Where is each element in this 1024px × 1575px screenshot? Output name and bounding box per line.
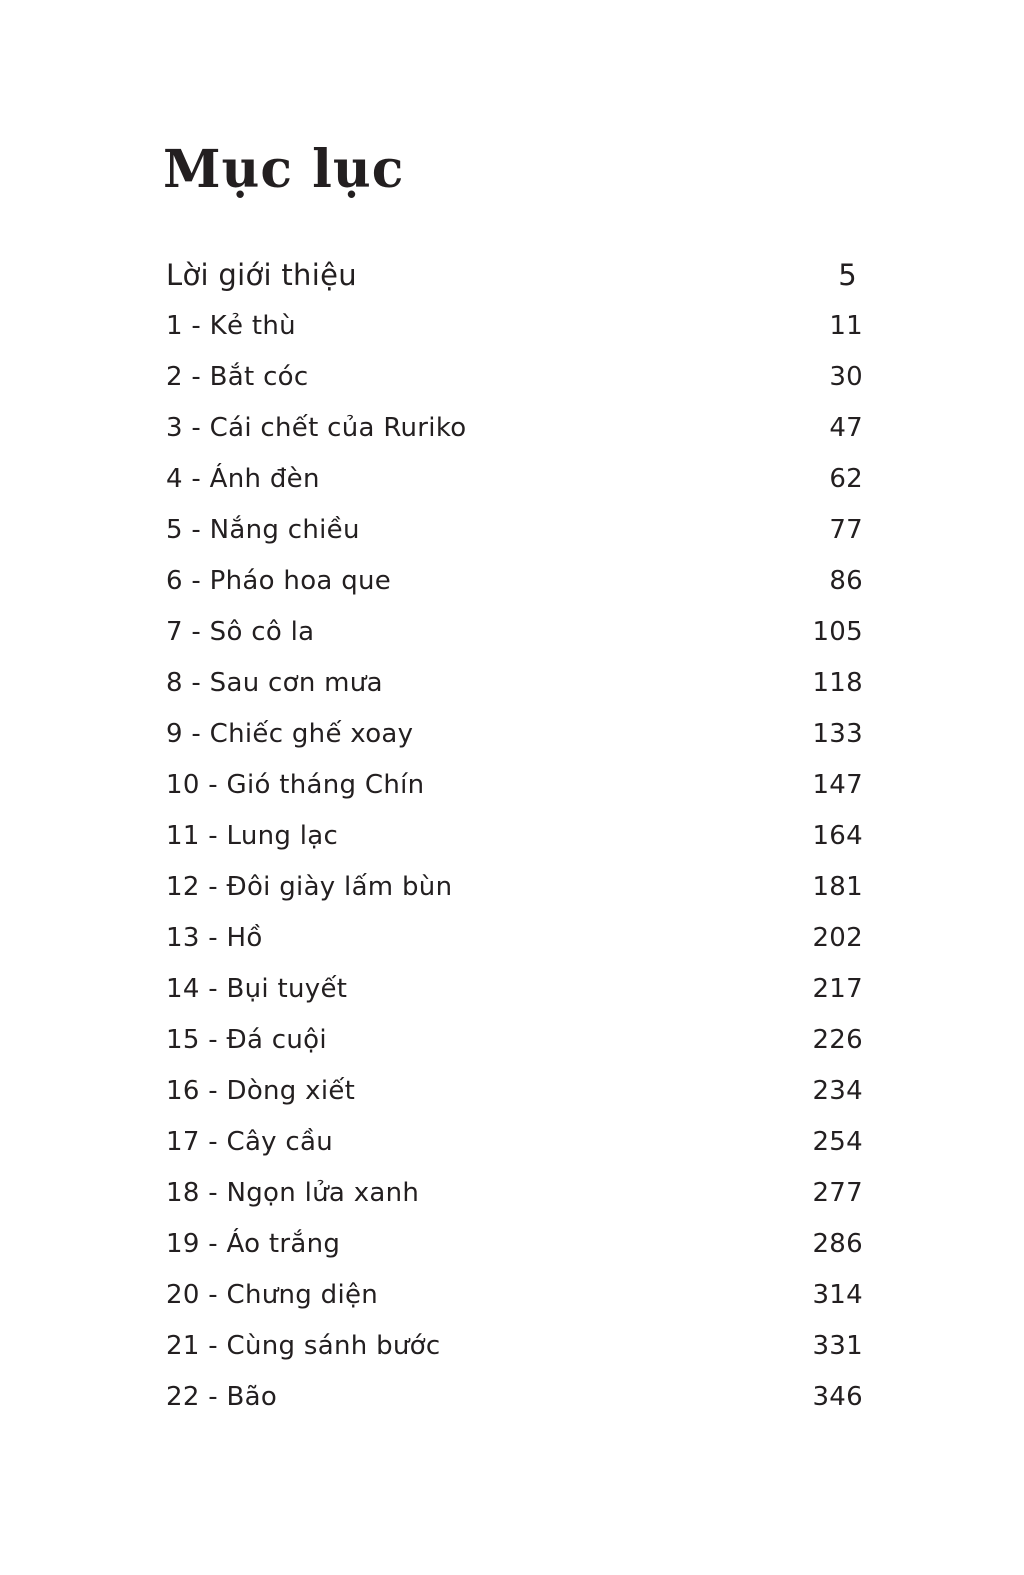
toc-entry-label: 7 - Sô cô la: [166, 617, 315, 647]
toc-entry-label: 22 - Bão: [166, 1382, 278, 1412]
toc-entry-page-number: 254: [812, 1127, 863, 1157]
toc-entry-page-number: 234: [812, 1076, 863, 1106]
toc-entry-chapter-18[interactable]: [166, 1168, 863, 1219]
toc-entry-chapter-13[interactable]: [166, 913, 863, 964]
toc-entry-chapter-19[interactable]: [166, 1219, 863, 1270]
toc-entry-page-number: 105: [812, 617, 863, 647]
toc-entry-chapter-20[interactable]: [166, 1270, 863, 1321]
toc-entry-chapter-6[interactable]: [166, 556, 863, 607]
toc-entry-label: 19 - Áo trắng: [166, 1229, 341, 1259]
toc-entry-label: 10 - Gió tháng Chín: [166, 770, 425, 800]
toc-entry-page-number: 86: [829, 566, 863, 596]
toc-entry-chapter-22[interactable]: [166, 1372, 863, 1423]
toc-entry-page-number: 164: [812, 821, 863, 851]
toc-entry-page-number: 277: [812, 1178, 863, 1208]
toc-entry-introduction[interactable]: [166, 249, 863, 301]
toc-entry-chapter-10[interactable]: [166, 760, 863, 811]
toc-entry-label: 8 - Sau cơn mưa: [166, 668, 383, 698]
toc-entry-chapter-12[interactable]: [166, 862, 863, 913]
toc-entry-page-number: 11: [829, 311, 863, 341]
toc-entry-label: 17 - Cây cầu: [166, 1127, 334, 1157]
toc-entry-page-number: 346: [812, 1382, 863, 1412]
toc-entry-label: Lời giới thiệu: [166, 258, 357, 292]
toc-entry-label: 20 - Chưng diện: [166, 1280, 379, 1310]
toc-entry-chapter-14[interactable]: [166, 964, 863, 1015]
toc-entry-chapter-7[interactable]: [166, 607, 863, 658]
toc-entry-label: 3 - Cái chết của Ruriko: [166, 413, 467, 443]
toc-entry-label: 1 - Kẻ thù: [166, 311, 296, 341]
toc-entry-page-number: 77: [829, 515, 863, 545]
toc-entry-label: 2 - Bắt cóc: [166, 362, 309, 392]
toc-entry-page-number: 147: [812, 770, 863, 800]
toc-entry-page-number: 314: [812, 1280, 863, 1310]
toc-entry-page-number: 181: [812, 872, 863, 902]
toc-entry-page-number: 217: [812, 974, 863, 1004]
toc-entry-page-number: 5: [838, 258, 857, 292]
toc-entry-label: 13 - Hồ: [166, 923, 263, 953]
toc-entry-label: 14 - Bụi tuyết: [166, 974, 348, 1004]
toc-entry-chapter-3[interactable]: [166, 403, 863, 454]
toc-entry-chapter-11[interactable]: [166, 811, 863, 862]
toc-entry-page-number: 62: [829, 464, 863, 494]
toc-entry-label: 5 - Nắng chiều: [166, 515, 360, 545]
toc-entry-label: 11 - Lung lạc: [166, 821, 339, 851]
toc-entry-chapter-9[interactable]: [166, 709, 863, 760]
toc-entry-label: 4 - Ánh đèn: [166, 464, 320, 494]
toc-entry-chapter-8[interactable]: [166, 658, 863, 709]
toc-entry-page-number: 47: [829, 413, 863, 443]
toc-entry-page-number: 226: [812, 1025, 863, 1055]
toc-entry-chapter-5[interactable]: [166, 505, 863, 556]
toc-entry-chapter-15[interactable]: [166, 1015, 863, 1066]
toc-entry-chapter-1[interactable]: [166, 301, 863, 352]
toc-entry-page-number: 202: [812, 923, 863, 953]
toc-entry-label: 15 - Đá cuội: [166, 1025, 327, 1055]
toc-entry-chapter-16[interactable]: [166, 1066, 863, 1117]
toc-entry-page-number: 30: [829, 362, 863, 392]
toc-entry-label: 21 - Cùng sánh bước: [166, 1331, 441, 1361]
toc-entry-label: 9 - Chiếc ghế xoay: [166, 719, 414, 749]
toc-entry-label: 18 - Ngọn lửa xanh: [166, 1178, 420, 1208]
toc-entry-chapter-2[interactable]: [166, 352, 863, 403]
toc-entry-page-number: 133: [812, 719, 863, 749]
toc-entry-chapter-17[interactable]: [166, 1117, 863, 1168]
toc-entry-page-number: 286: [812, 1229, 863, 1259]
toc-entry-page-number: 118: [812, 668, 863, 698]
toc-entry-page-number: 331: [812, 1331, 863, 1361]
toc-entry-chapter-4[interactable]: [166, 454, 863, 505]
toc-entry-label: 16 - Dòng xiết: [166, 1076, 356, 1106]
toc-entry-label: 6 - Pháo hoa que: [166, 566, 392, 596]
toc-entry-chapter-21[interactable]: [166, 1321, 863, 1372]
page-title: Mục lục: [163, 139, 405, 200]
toc-entry-label: 12 - Đôi giày lấm bùn: [166, 872, 453, 902]
table-of-contents: [166, 249, 863, 1423]
